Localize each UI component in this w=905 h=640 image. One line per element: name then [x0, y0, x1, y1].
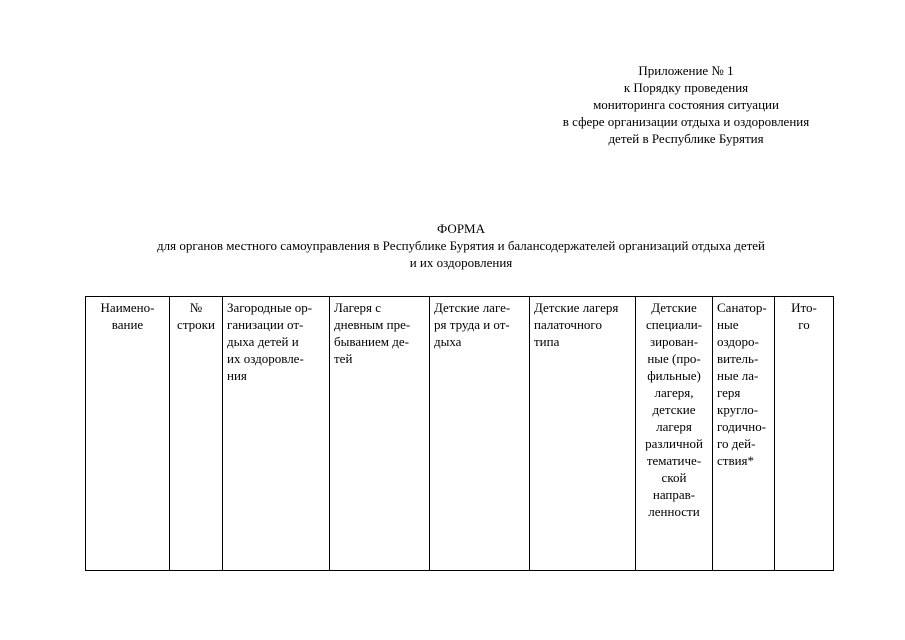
appendix-header [548, 62, 824, 147]
appendix-number: Приложение № 1 [638, 63, 734, 78]
header-cell-row-number: № строки [170, 297, 223, 571]
appendix-line: мониторинга состояния ситуации [593, 97, 779, 112]
appendix-line: в сфере организации отдыха и оздоровления [562, 114, 810, 129]
header-cell-day-camps: Лагеря с дневным пре- быванием де- тей [330, 297, 430, 571]
table-header-row [86, 297, 834, 571]
header-cell-total: Ито- го [775, 297, 834, 571]
form-table [85, 296, 834, 571]
header-cell-country-camps: Загородные ор- ганизации от- дыха детей и их оздоровле- ния [223, 297, 330, 571]
header-cell-name: Наимено- вание [86, 297, 170, 571]
header-cell-labor-camps: Детские лаге- ря труда и от- дыха [430, 297, 530, 571]
header-cell-tent-camps: Детские лагеря палаточного типа [530, 297, 636, 571]
appendix-line: к Порядку проведения [623, 80, 749, 95]
form-title: ФОРМА [437, 221, 485, 236]
form-subtitle: и их оздоровления [409, 255, 513, 270]
form-heading [90, 220, 832, 271]
form-subtitle: для органов местного самоуправления в Республике Бурятия и балансодержателей организаций отдыха детей [156, 238, 766, 253]
header-cell-specialized-camps: Детские специали- зирован- ные (про- фильные) лагеря, детские лагеря различной тематиче- ской направ- ленности [636, 297, 713, 571]
header-cell-sanatorium-camps: Санатор- ные оздоро- витель- ные ла- геря кругло- годично- го дей- ствия* [713, 297, 775, 571]
appendix-line: детей в Республике Бурятия [608, 131, 764, 146]
